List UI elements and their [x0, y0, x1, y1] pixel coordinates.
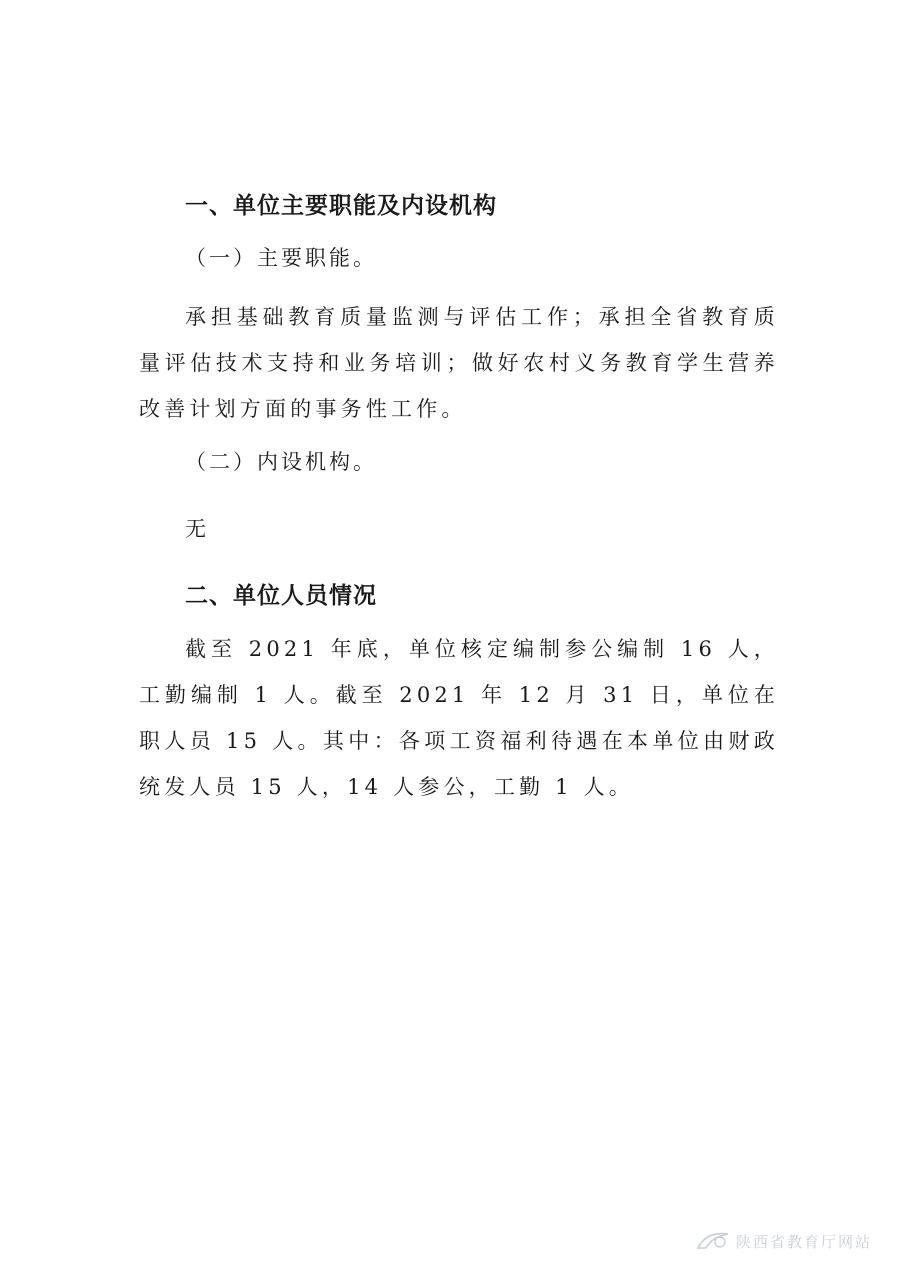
section-1-subheading-functions: （一）主要职能。 [185, 246, 377, 270]
section-1-subheading-internal-units: （二）内设机构。 [185, 450, 377, 474]
section-1-functions-paragraph: 承担基础教育质量监测与评估工作；承担全省教育质量评估技术支持和业务培训；做好农村义务教育学生营养改善计划方面的事务性工作。 [139, 305, 779, 421]
watermark-text: 陕西省教育厅网站 [735, 1232, 872, 1251]
section-1-internal-units-paragraph: 无 [185, 517, 211, 541]
logo-icon [696, 1230, 730, 1252]
site-watermark [696, 1230, 872, 1252]
section-2-staff-paragraph: 截至 2021 年底，单位核定编制参公编制 16 人，工勤编制 1 人。截至 2021 年 12 月 31 日，单位在职人员 15 人。其中：各项工资福利待遇在本单位由财政统发人员 15 人，14 人参公，工勤 1 人。 [139, 637, 779, 799]
document-body [139, 184, 779, 810]
section-1-heading: 一、单位主要职能及内设机构 [185, 193, 497, 219]
section-2-heading: 二、单位人员情况 [185, 583, 377, 609]
